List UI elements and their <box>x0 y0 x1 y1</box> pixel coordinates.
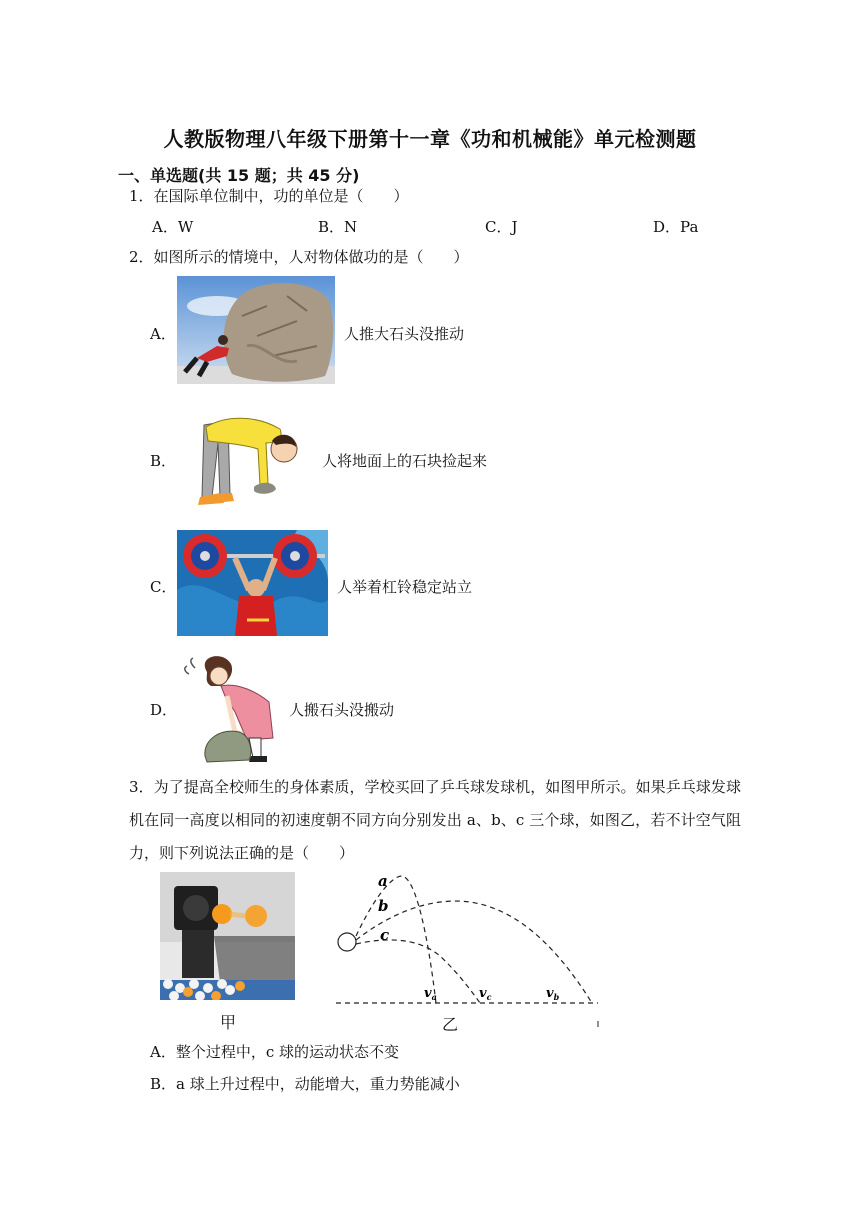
page-title: 人教版物理八年级下册第十一章《功和机械能》单元检测题 <box>163 127 697 151</box>
trajectory-diagram <box>330 866 602 1036</box>
q2-option-c-letter: C． <box>150 578 177 596</box>
q2-option-a-text: 人推大石头没推动 <box>344 325 465 343</box>
q2-option-a-letter: A． <box>150 325 176 343</box>
velocity-label-va: $v_a$ <box>424 986 437 1002</box>
question-1-stem: 1．在国际单位制中，功的单位是（ ） <box>129 187 409 205</box>
question-3-stem: 3．为了提高全校师生的身体素质，学校买回了乒乓球发球机，如图甲所示。如果乒乓球发球机在同一高度以相同的初速度朝不同方向分别发出 a、b、c 三个球，如图乙，若不计空气阻力，则下列说法正确的是（ ） <box>129 778 741 862</box>
q3-option-b: B．a 球上升过程中，动能增大，重力势能减小 <box>150 1075 460 1093</box>
trajectory-label-b: b <box>378 897 389 915</box>
figure-label-yi: 乙 <box>442 1015 459 1034</box>
q2-option-d-text: 人搬石头没搬动 <box>289 701 395 719</box>
q1-option-c: C．J <box>485 218 518 236</box>
ping-pong-machine-photo <box>160 872 295 1006</box>
figure-label-jia: 甲 <box>220 1013 237 1032</box>
q2-option-b-text: 人将地面上的石块捡起来 <box>322 452 488 470</box>
man-pushing-boulder-image <box>177 276 335 384</box>
q2-option-c-text: 人举着杠铃稳定站立 <box>337 578 473 596</box>
q1-option-b: B．N <box>318 218 358 236</box>
question-2-stem: 2．如图所示的情境中，人对物体做功的是（ ） <box>129 248 469 266</box>
q3-option-a: A．整个过程中，c 球的运动状态不变 <box>150 1043 400 1061</box>
velocity-label-vb: $v_b$ <box>546 986 560 1002</box>
trajectory-label-a: a <box>378 872 388 890</box>
q2-option-b-letter: B． <box>150 452 177 470</box>
weightlifter-holding-barbell-image <box>177 530 328 636</box>
person-picking-up-stone-image <box>196 413 302 507</box>
trajectory-label-c: c <box>380 926 390 944</box>
woman-lifting-stone-image <box>177 652 279 764</box>
q1-option-a: A．W <box>152 218 194 236</box>
velocity-label-vc: $v_c$ <box>479 986 492 1002</box>
q2-option-d-letter: D． <box>150 701 178 719</box>
q1-option-d: D．Pa <box>653 218 699 236</box>
section-heading: 一、单选题(共 15 题；共 45 分) <box>118 166 360 185</box>
